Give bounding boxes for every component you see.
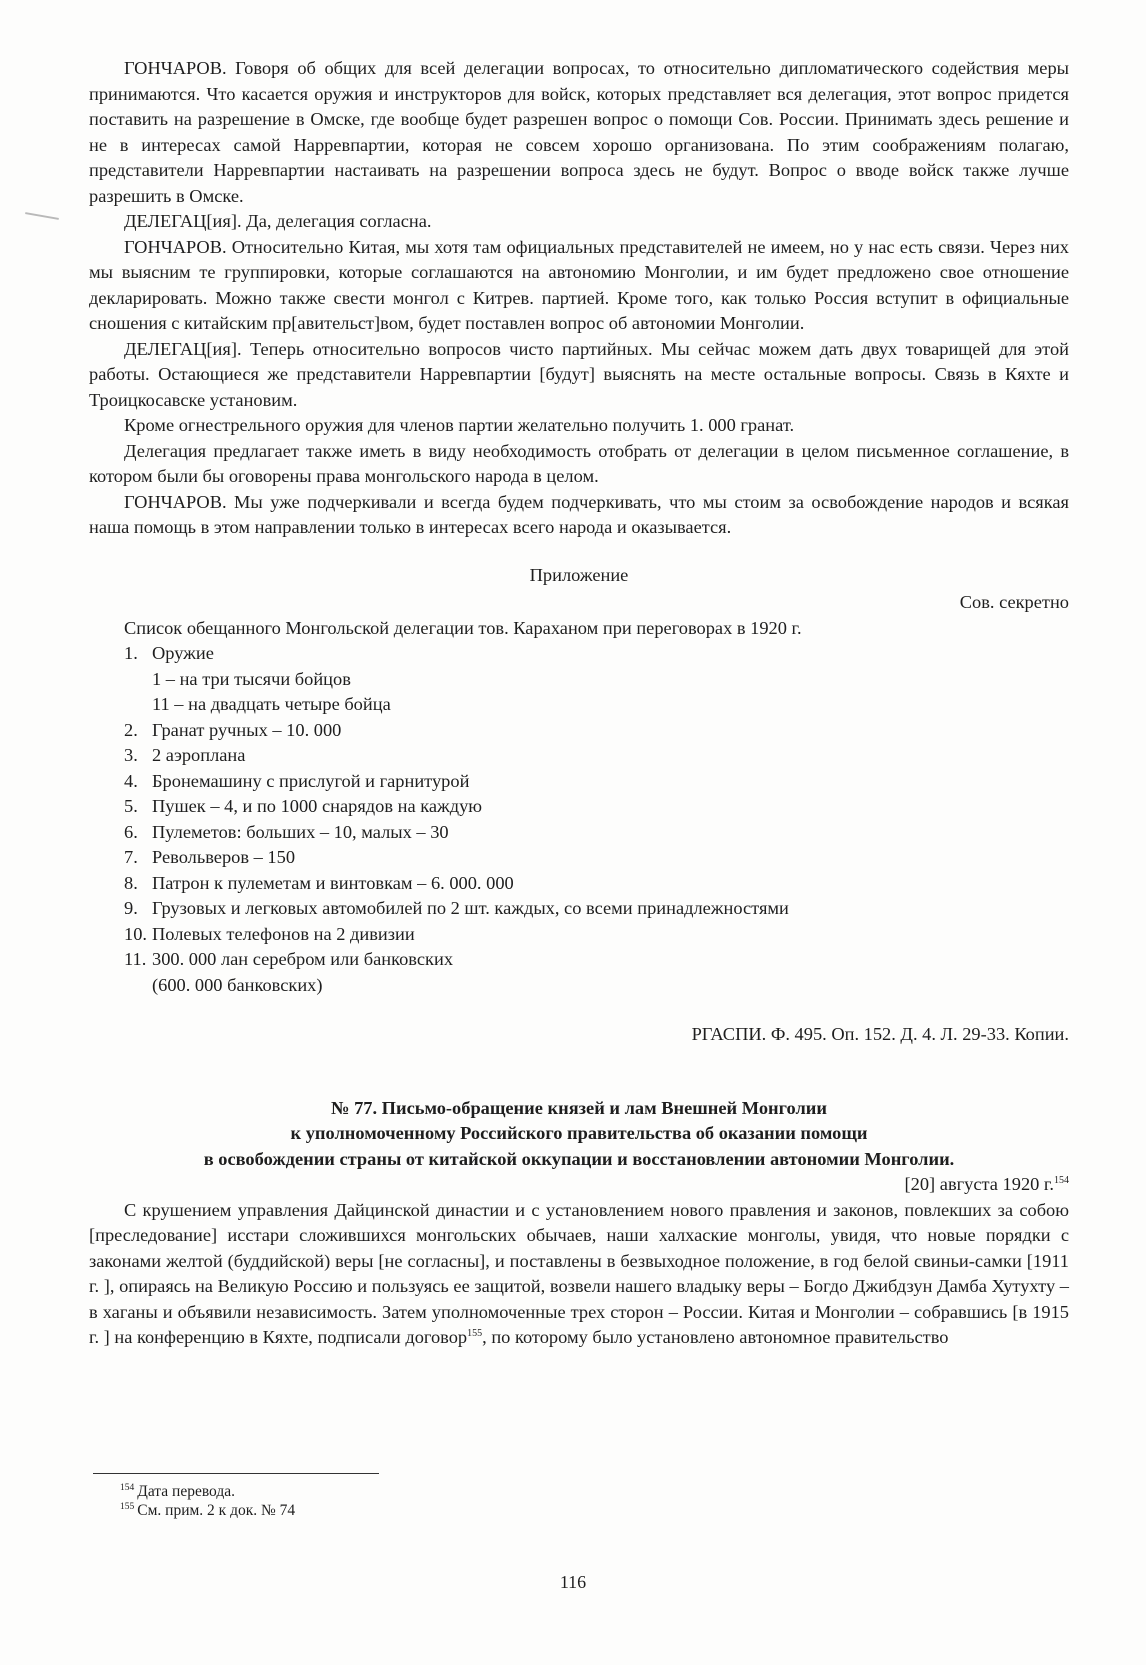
paragraph-grenades: Кроме огнестрельного оружия для членов партии желательно получить 1. 000 гранат. xyxy=(124,415,795,435)
paragraph-agreement: Делегация предлагает также иметь в виду необходимость отобрать от делегации в целом письменное соглашение, в котором были бы оговорены права монгольского народа в целом. xyxy=(89,440,1069,486)
footnote-155: $^{155}$ См. прим. 2 к док. № 74 xyxy=(120,1501,296,1519)
footnote-divider xyxy=(93,1473,379,1474)
list-item: 2. Гранат ручных – 10. 000 xyxy=(124,719,342,740)
page-number: 116 xyxy=(559,1572,587,1592)
list-item: 11. 300. 000 лан серебром или банковских xyxy=(124,949,454,969)
list-sub-item: 11 – на двадцать четыре бойца xyxy=(152,694,391,714)
paragraph-goncharov-3: ГОНЧАРОВ. Мы уже подчеркивали и всегда будем подчеркивать, что мы стоим за освобождение народов и всякая наша помощь в этом направлении только в интересах всего народа и оказывается. xyxy=(89,491,1069,537)
list-item: 8. Патрон к пулеметам и винтовкам – 6. 000. 000 xyxy=(124,872,514,893)
list-item: 4. Бронемашину с прислугой и гарнитурой xyxy=(124,770,470,791)
page-content xyxy=(89,56,1069,1351)
margin-pencil-mark xyxy=(25,212,59,220)
document-heading: № 77. Письмо-обращение князей и лам Внешней Монголии к уполномоченному Российского правительства об оказании помощи в освобождении страны от китайской оккупации и восстановлении автономии Монголии. xyxy=(203,1097,955,1169)
appendix-title: Приложение xyxy=(529,564,629,585)
footnote-154: $^{154}$ Дата перевода. xyxy=(120,1482,235,1500)
list-item: 10. Полевых телефонов на 2 дивизии xyxy=(124,923,415,944)
appendix-list-title: Список обещанного Монгольской делегации тов. Караханом при переговорах в 1920 г. xyxy=(124,617,802,638)
appendix-list xyxy=(89,641,1069,998)
paragraph-goncharov-2: ГОНЧАРОВ. Относительно Китая, мы хотя там официальных представителей не имеем, но у нас есть связи. Через них мы выясним те группировки, которые соглашаются на автономию Монголии, и им будет предложено свое отношение декларировать. Можно также свести монгол с Китрев. партией. Кроме того, как только Россия вступит в официальные сношения с китайским пр[авительст]вом, будет поставлен вопрос об автономии Монголии. xyxy=(89,236,1069,333)
paragraph-delegation-1: ДЕЛЕГАЦ[ия]. Да, делегация согласна. xyxy=(124,211,432,231)
classification-label: Сов. секретно xyxy=(959,592,1069,612)
list-item: 5. Пушек – 4, и по 1000 снарядов на каждую xyxy=(124,796,483,816)
footnotes xyxy=(120,1482,295,1520)
footnote-ref[interactable]: 155 xyxy=(467,1327,483,1339)
paragraph-goncharov-1: ГОНЧАРОВ. Говоря об общих для всей делегации вопросах, то относительно дипломатического содействия меры принимаются. Что касается оружия и инструкторов для войск, которых представляет вся делегация, этот вопрос придется поставить на разрешение в Омске, где вообще будет разрешен вопрос о помощи Сов. России. Принимать здесь решение и не в интересах самой Нарревпартии, которая не совсем хорошо организована. По этим соображениям полагаю, представители Нарревпартии настаивать на разрешении вопроса здесь не будут. Вопрос о вводе войск также лучше разрешить в Омске. xyxy=(89,58,1069,206)
list-item: 6. Пулеметов: больших – 10, малых – 30 xyxy=(124,821,449,842)
list-item: 9. Грузовых и легковых автомобилей по 2 шт. каждых, со всеми принадлежностями xyxy=(124,898,789,918)
list-item: 1. Оружие xyxy=(124,643,214,663)
archive-source: РГАСПИ. Ф. 495. Оп. 152. Д. 4. Л. 29-33. Копии. xyxy=(691,1024,1069,1044)
list-item: 7. Револьверов – 150 xyxy=(124,847,296,867)
footnote-ref[interactable]: 154 xyxy=(1054,1174,1069,1186)
paragraph-delegation-2: ДЕЛЕГАЦ[ия]. Теперь относительно вопросов чисто партийных. Мы сейчас можем дать двух товарищей для этой работы. Остающиеся же представители Нарревпартии [будут] выяснять на месте остальные вопросы. Связь в Кяхте и Троицкосавске установим. xyxy=(89,338,1069,410)
document-body: С крушением управления Дайцинской династии и с установлением нового правления и законов, повлекших за собою [преследование] исстари сложившихся монгольских обычаев, наши халхаские монголы, увидя, что новые порядки с законами желтой (буддийской) веры [не согласны], и поставлены в безвыходное положение, в год белой свиньи-самки [1911 г. ], опираясь на Великую Россию и пользуясь ее защитой, возвели нашего владыку веры – Богдо Джибдзун Дамба Хутухту – в хаганы и объявили независимость. Затем уполномоченные трех сторон – России. Китая и Монголии – собравшись [в 1915 г. ] на конференцию в Кяхте, подписали договор$^{155}$, по которому было установлено автономное правительство xyxy=(89,1199,1069,1347)
list-sub-item: 1 – на три тысячи бойцов xyxy=(152,668,351,689)
document-date: [20] августа 1920 г.$^{154}$ xyxy=(904,1174,1069,1194)
list-item-continuation: (600. 000 банковских) xyxy=(152,974,323,995)
list-item: 3. 2 аэроплана xyxy=(124,745,246,765)
